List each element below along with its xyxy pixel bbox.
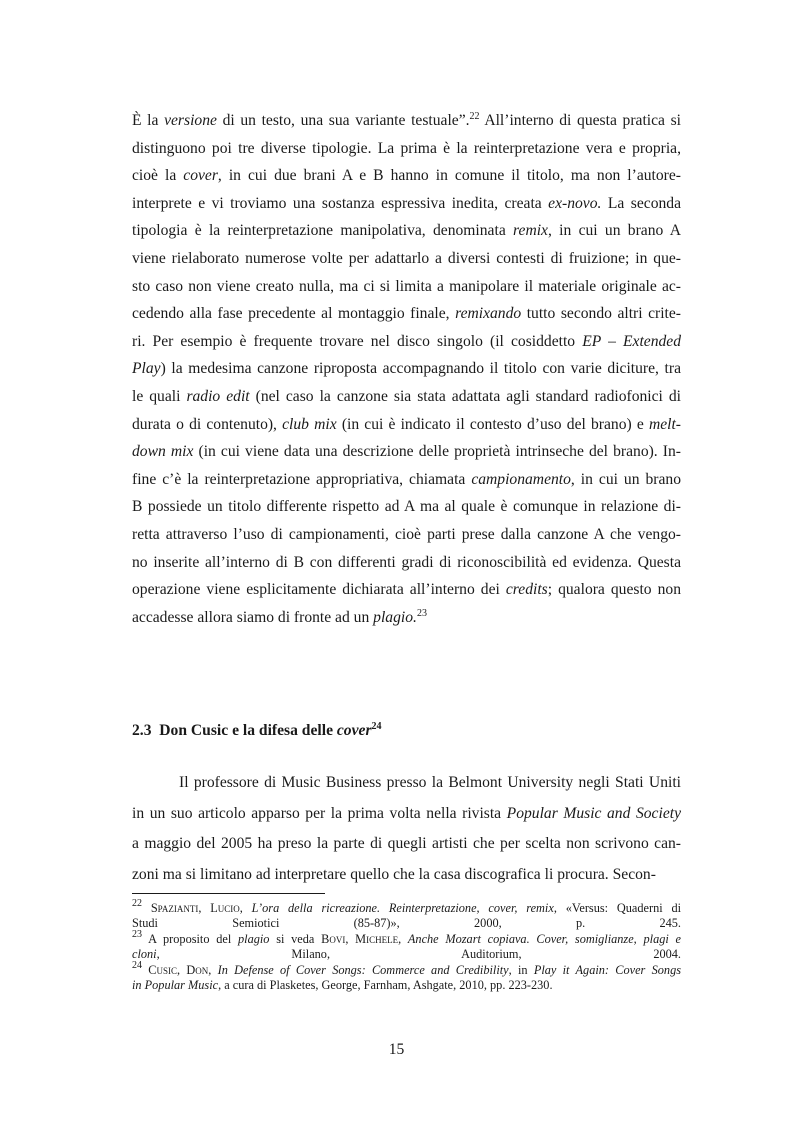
paragraph1-line: [132, 497, 681, 517]
paragraph2-line: [132, 865, 681, 885]
paragraph1-line: [132, 166, 681, 186]
text-run: down mix: [132, 443, 194, 461]
paragraph1-line: [132, 608, 681, 628]
text-run: cover: [183, 167, 218, 185]
text-run: Bovi, Michele: [321, 931, 399, 946]
text-run: ; qualora questo non: [547, 581, 682, 599]
text-run: melt-: [648, 415, 681, 433]
paragraph1-line: [132, 470, 681, 490]
paragraph1-line: [132, 387, 681, 407]
text-run: interprete e vi troviamo una sostanza espressiva inedita, creata: [132, 194, 549, 212]
footnote-line: [132, 947, 681, 962]
text-run: no inserite all’interno di B con differenti gradi di riconoscibilità ed evidenza. Questa: [132, 553, 681, 571]
text-run: durata o di contenuto),: [132, 415, 283, 433]
paragraph1-line: [132, 249, 681, 269]
footnote-ref: 22: [132, 898, 142, 909]
paragraph1-line: [132, 415, 681, 435]
paragraph1-line: [132, 277, 681, 297]
text-run: remixando: [455, 305, 522, 323]
text-run: ,: [208, 962, 218, 977]
text-run: le quali: [132, 388, 187, 405]
section-title: Don Cusic e la difesa delle: [159, 722, 337, 739]
text-run: sto caso non viene creato nulla, ma ci si limita a manipolare il materiale originale ac-: [132, 277, 681, 295]
text-run: versione: [164, 112, 217, 129]
text-run: ex-novo.: [548, 194, 602, 212]
text-run: All’interno di questa pratica si: [479, 112, 682, 129]
text-run: (in cui è indicato il contesto d’uso del brano) e: [336, 415, 649, 433]
footnote-ref: 23: [132, 928, 142, 940]
text-run: Popular Music and Society: [506, 804, 681, 822]
section-heading: [132, 720, 382, 742]
text-run: a maggio del 2005 ha preso la parte di quegli artisti che per scelta non scrivono can-: [132, 835, 681, 852]
text-run: Anche Mozart copiava. Cover, somiglianze, plagi e: [407, 931, 681, 946]
paragraph1-line: [132, 332, 681, 352]
text-run: retta attraverso l’uso di campionamenti, cioè parti prese dalla canzone A che vengo-: [132, 526, 681, 543]
text-run: cioè la: [132, 167, 184, 185]
text-run: plagio.: [373, 608, 417, 626]
text-run: A proposito del: [142, 931, 239, 946]
text-run: ) la medesima canzone riproposta accompagnando il titolo con varie diciture, tra: [160, 360, 681, 378]
footnote-line: [132, 898, 682, 916]
footnote-separator: [132, 893, 325, 894]
text-run: ,: [398, 931, 408, 946]
paragraph1-line: [132, 442, 681, 462]
text-run: accadesse allora siamo di fronte ad un: [132, 608, 374, 626]
text-run: , in cui due brani A e B hanno in comune il titolo, ma non l’autore-: [217, 167, 681, 185]
text-run: Play: [132, 360, 161, 378]
text-run: , in: [508, 962, 534, 977]
paragraph1-line: [132, 580, 681, 600]
text-run: Play it Again: Cover Songs: [533, 962, 682, 977]
text-run: radio edit: [186, 388, 250, 405]
text-run: viene rielaborato numerose volte per adattarlo a diversi contesti di fruizione; in que-: [132, 250, 681, 267]
text-run: tutto secondo altri crite-: [521, 305, 681, 323]
text-run: tipologia è la reinterpretazione manipolativa, denominata: [132, 222, 514, 240]
paragraph2-line: [179, 773, 681, 793]
text-run: L’ora della ricreazione. Reinterpretazione, cover, remix: [251, 901, 554, 915]
text-run: ri. Per esempio è frequente trovare nel disco singolo (il cosiddetto: [132, 332, 583, 350]
text-run: (in cui viene data una descrizione delle proprietà intrinseche del brano). In-: [193, 443, 681, 461]
footnote-ref: 22: [469, 111, 480, 122]
text-run: di un testo, una sua variante testuale”.: [216, 112, 470, 129]
paragraph1-line: [132, 304, 681, 324]
page-number: 15: [388, 1041, 405, 1058]
text-run: in un suo articolo apparso per la prima volta nella rivista: [132, 804, 507, 822]
paragraph2-line: [132, 834, 681, 854]
text-run: fine c’è la reinterpretazione appropriativa, chiamata: [132, 470, 472, 488]
text-run: credits: [505, 581, 548, 599]
text-run: distinguono poi tre diverse tipologie. La prima è la reinterpretazione vera e propria,: [132, 139, 681, 157]
paragraph1-line: [132, 553, 681, 573]
footnote-line: [132, 978, 681, 993]
text-run: in Popular Music: [132, 978, 219, 992]
text-run: In Defense of Cover Songs: Commerce and Credibility: [217, 962, 509, 977]
text-run: La seconda: [601, 194, 682, 212]
footnote-ref-24: 24: [371, 721, 382, 732]
paragraph1-line: [132, 359, 681, 379]
text-run: remix: [513, 222, 548, 240]
text-run: cedendo alla fase precedente al montaggio finale,: [132, 305, 456, 323]
paragraph2-line: [132, 804, 681, 824]
text-run: operazione viene esplicitamente dichiarata all’interno dei: [132, 581, 506, 599]
text-run: Il professore di Music Business presso la Belmont University negli Stati Uniti: [179, 774, 681, 791]
text-run: cloni: [132, 947, 157, 962]
paragraph1-line: [132, 139, 681, 159]
text-run: campionamento: [471, 470, 571, 488]
text-run: , in cui un brano A: [547, 222, 681, 240]
text-run: B possiede un titolo differente rispetto ad A ma al quale è comunque in relazione di-: [132, 498, 681, 516]
text-run: (nel caso la canzone sia stata adattata agli standard radiofonici di: [249, 388, 682, 405]
text-run: EP – Extended: [582, 332, 682, 350]
footnote-line: [132, 959, 682, 978]
text-run: zoni ma si limitano ad interpretare quello che la casa discografica li procura. Secon-: [132, 865, 656, 883]
footnote-line: [132, 916, 681, 931]
section-title-italic: cover: [336, 722, 372, 739]
text-run: , a cura di Plasketes, George, Farnham, Ashgate, 2010, pp. 223-230.: [218, 978, 553, 992]
paragraph1-line: [132, 525, 681, 545]
text-run: , Milano, Auditorium, 2004.: [156, 947, 681, 962]
text-run: È la: [132, 112, 165, 129]
text-run: plagio: [238, 931, 270, 946]
text-run: Cusic, Don: [148, 962, 209, 977]
paragraph1-line: [132, 221, 681, 241]
text-run: ,: [239, 901, 252, 915]
section-number: 2.3: [132, 722, 152, 739]
text-run: Studi Semiotici (85-87)», 2000, p. 245.: [132, 916, 681, 931]
paragraph1-line: [132, 111, 681, 131]
text-run: , «Versus: Quaderni di: [553, 901, 682, 915]
footnote-line: [132, 928, 681, 947]
text-run: Spazianti, Lucio: [150, 901, 240, 915]
text-run: club mix: [282, 415, 337, 433]
text-run: [142, 901, 151, 915]
footnote-ref: 23: [416, 607, 427, 619]
footnote-ref: 24: [132, 959, 142, 971]
text-run: si veda: [269, 931, 322, 946]
paragraph1-line: [132, 194, 681, 214]
text-run: , in cui un brano: [570, 470, 681, 488]
